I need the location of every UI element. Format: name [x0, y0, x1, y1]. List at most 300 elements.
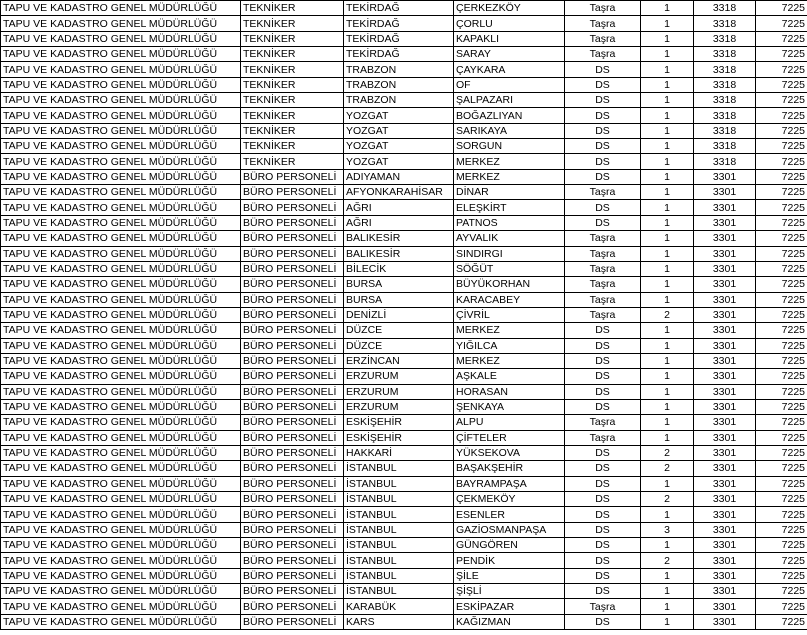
institution-cell: TAPU VE KADASTRO GENEL MÜDÜRLÜĞÜ	[1, 93, 241, 108]
quota-cell: 1	[641, 430, 694, 445]
institution-cell: TAPU VE KADASTRO GENEL MÜDÜRLÜĞÜ	[1, 430, 241, 445]
table-row	[1, 261, 807, 276]
table-row	[1, 185, 807, 200]
salary-code-cell: 7225	[756, 507, 807, 522]
unit-type-cell: Taşra	[565, 277, 641, 292]
district-cell: ÇAYKARA	[454, 62, 565, 77]
table-row	[1, 200, 807, 215]
salary-code-cell: 7225	[756, 492, 807, 507]
institution-cell: TAPU VE KADASTRO GENEL MÜDÜRLÜĞÜ	[1, 353, 241, 368]
position-code-cell: 3318	[694, 139, 756, 154]
table-row	[1, 277, 807, 292]
province-cell: YOZGAT	[344, 108, 454, 123]
district-cell: ÇORLU	[454, 16, 565, 31]
salary-code-cell: 7225	[756, 415, 807, 430]
quota-cell: 1	[641, 323, 694, 338]
unit-type-cell: DS	[565, 154, 641, 169]
province-cell: DENİZLİ	[344, 307, 454, 322]
position-code-cell: 3301	[694, 215, 756, 230]
institution-cell: TAPU VE KADASTRO GENEL MÜDÜRLÜĞÜ	[1, 538, 241, 553]
province-cell: ERZURUM	[344, 384, 454, 399]
quota-cell: 1	[641, 277, 694, 292]
quota-cell: 1	[641, 369, 694, 384]
position-cell: BÜRO PERSONELİ	[241, 476, 344, 491]
institution-cell: TAPU VE KADASTRO GENEL MÜDÜRLÜĞÜ	[1, 231, 241, 246]
institution-cell: TAPU VE KADASTRO GENEL MÜDÜRLÜĞÜ	[1, 369, 241, 384]
position-code-cell: 3301	[694, 430, 756, 445]
salary-code-cell: 7225	[756, 614, 807, 629]
unit-type-cell: DS	[565, 461, 641, 476]
position-code-cell: 3301	[694, 292, 756, 307]
unit-type-cell: DS	[565, 538, 641, 553]
province-cell: KARS	[344, 614, 454, 629]
table-row	[1, 338, 807, 353]
unit-type-cell: DS	[565, 200, 641, 215]
district-cell: DİNAR	[454, 185, 565, 200]
position-cell: BÜRO PERSONELİ	[241, 307, 344, 322]
institution-cell: TAPU VE KADASTRO GENEL MÜDÜRLÜĞÜ	[1, 47, 241, 62]
position-cell: TEKNİKER	[241, 108, 344, 123]
table-row	[1, 507, 807, 522]
position-code-cell: 3301	[694, 461, 756, 476]
institution-cell: TAPU VE KADASTRO GENEL MÜDÜRLÜĞÜ	[1, 139, 241, 154]
position-code-cell: 3301	[694, 492, 756, 507]
table-row	[1, 1, 807, 16]
institution-cell: TAPU VE KADASTRO GENEL MÜDÜRLÜĞÜ	[1, 492, 241, 507]
quota-cell: 1	[641, 108, 694, 123]
district-cell: ŞİLE	[454, 568, 565, 583]
salary-code-cell: 7225	[756, 200, 807, 215]
province-cell: İSTANBUL	[344, 522, 454, 537]
salary-code-cell: 7225	[756, 47, 807, 62]
quota-cell: 1	[641, 261, 694, 276]
position-cell: BÜRO PERSONELİ	[241, 369, 344, 384]
province-cell: BURSA	[344, 292, 454, 307]
position-code-cell: 3301	[694, 185, 756, 200]
position-code-cell: 3318	[694, 77, 756, 92]
unit-type-cell: DS	[565, 353, 641, 368]
district-cell: BÜYÜKORHAN	[454, 277, 565, 292]
institution-cell: TAPU VE KADASTRO GENEL MÜDÜRLÜĞÜ	[1, 31, 241, 46]
province-cell: HAKKARİ	[344, 445, 454, 460]
salary-code-cell: 7225	[756, 108, 807, 123]
position-cell: BÜRO PERSONELİ	[241, 553, 344, 568]
province-cell: İSTANBUL	[344, 492, 454, 507]
position-code-cell: 3318	[694, 154, 756, 169]
position-cell: BÜRO PERSONELİ	[241, 323, 344, 338]
position-code-cell: 3318	[694, 47, 756, 62]
institution-cell: TAPU VE KADASTRO GENEL MÜDÜRLÜĞÜ	[1, 399, 241, 414]
district-cell: ÇEKMEKÖY	[454, 492, 565, 507]
position-code-cell: 3301	[694, 384, 756, 399]
position-code-cell: 3301	[694, 553, 756, 568]
salary-code-cell: 7225	[756, 1, 807, 16]
table-row	[1, 553, 807, 568]
district-cell: GAZİOSMANPAŞA	[454, 522, 565, 537]
quota-cell: 1	[641, 614, 694, 629]
province-cell: BALIKESİR	[344, 231, 454, 246]
position-cell: BÜRO PERSONELİ	[241, 338, 344, 353]
institution-cell: TAPU VE KADASTRO GENEL MÜDÜRLÜĞÜ	[1, 108, 241, 123]
position-code-cell: 3318	[694, 123, 756, 138]
position-code-cell: 3301	[694, 507, 756, 522]
province-cell: ERZİNCAN	[344, 353, 454, 368]
institution-cell: TAPU VE KADASTRO GENEL MÜDÜRLÜĞÜ	[1, 215, 241, 230]
table-row	[1, 568, 807, 583]
province-cell: İSTANBUL	[344, 538, 454, 553]
district-cell: OF	[454, 77, 565, 92]
unit-type-cell: Taşra	[565, 292, 641, 307]
salary-code-cell: 7225	[756, 31, 807, 46]
salary-code-cell: 7225	[756, 123, 807, 138]
quota-cell: 1	[641, 185, 694, 200]
position-cell: BÜRO PERSONELİ	[241, 507, 344, 522]
salary-code-cell: 7225	[756, 16, 807, 31]
table-row	[1, 169, 807, 184]
position-code-cell: 3301	[694, 415, 756, 430]
quota-cell: 2	[641, 492, 694, 507]
position-cell: TEKNİKER	[241, 62, 344, 77]
salary-code-cell: 7225	[756, 215, 807, 230]
quota-cell: 1	[641, 139, 694, 154]
unit-type-cell: Taşra	[565, 1, 641, 16]
table-row	[1, 307, 807, 322]
unit-type-cell: Taşra	[565, 31, 641, 46]
province-cell: İSTANBUL	[344, 461, 454, 476]
position-cell: BÜRO PERSONELİ	[241, 231, 344, 246]
quota-cell: 3	[641, 522, 694, 537]
quota-cell: 1	[641, 538, 694, 553]
district-cell: YIĞILCA	[454, 338, 565, 353]
unit-type-cell: Taşra	[565, 430, 641, 445]
district-cell: MERKEZ	[454, 323, 565, 338]
unit-type-cell: DS	[565, 338, 641, 353]
province-cell: DÜZCE	[344, 338, 454, 353]
table-row	[1, 399, 807, 414]
quota-cell: 1	[641, 200, 694, 215]
quota-cell: 2	[641, 553, 694, 568]
unit-type-cell: Taşra	[565, 246, 641, 261]
salary-code-cell: 7225	[756, 307, 807, 322]
institution-cell: TAPU VE KADASTRO GENEL MÜDÜRLÜĞÜ	[1, 338, 241, 353]
district-cell: MERKEZ	[454, 154, 565, 169]
salary-code-cell: 7225	[756, 93, 807, 108]
table-row	[1, 599, 807, 614]
table-row	[1, 584, 807, 599]
province-cell: BİLECİK	[344, 261, 454, 276]
position-code-cell: 3318	[694, 62, 756, 77]
province-cell: TRABZON	[344, 77, 454, 92]
unit-type-cell: DS	[565, 139, 641, 154]
position-cell: BÜRO PERSONELİ	[241, 430, 344, 445]
district-cell: MERKEZ	[454, 169, 565, 184]
district-cell: KARACABEY	[454, 292, 565, 307]
institution-cell: TAPU VE KADASTRO GENEL MÜDÜRLÜĞÜ	[1, 415, 241, 430]
position-code-cell: 3301	[694, 353, 756, 368]
unit-type-cell: Taşra	[565, 307, 641, 322]
quota-cell: 1	[641, 123, 694, 138]
quota-cell: 2	[641, 445, 694, 460]
table-row	[1, 384, 807, 399]
position-cell: BÜRO PERSONELİ	[241, 461, 344, 476]
table-row	[1, 415, 807, 430]
table-row	[1, 353, 807, 368]
province-cell: BURSA	[344, 277, 454, 292]
position-cell: BÜRO PERSONELİ	[241, 246, 344, 261]
district-cell: BOĞAZLIYAN	[454, 108, 565, 123]
quota-cell: 1	[641, 415, 694, 430]
unit-type-cell: Taşra	[565, 185, 641, 200]
province-cell: İSTANBUL	[344, 507, 454, 522]
position-cell: BÜRO PERSONELİ	[241, 538, 344, 553]
unit-type-cell: DS	[565, 323, 641, 338]
district-cell: ŞALPAZARI	[454, 93, 565, 108]
position-code-cell: 3301	[694, 246, 756, 261]
institution-cell: TAPU VE KADASTRO GENEL MÜDÜRLÜĞÜ	[1, 614, 241, 629]
unit-type-cell: DS	[565, 215, 641, 230]
salary-code-cell: 7225	[756, 77, 807, 92]
quota-cell: 1	[641, 292, 694, 307]
position-code-cell: 3318	[694, 1, 756, 16]
salary-code-cell: 7225	[756, 292, 807, 307]
position-code-cell: 3301	[694, 307, 756, 322]
salary-code-cell: 7225	[756, 430, 807, 445]
salary-code-cell: 7225	[756, 568, 807, 583]
institution-cell: TAPU VE KADASTRO GENEL MÜDÜRLÜĞÜ	[1, 522, 241, 537]
position-cell: BÜRO PERSONELİ	[241, 415, 344, 430]
district-cell: ESKİPAZAR	[454, 599, 565, 614]
province-cell: İSTANBUL	[344, 553, 454, 568]
quota-cell: 1	[641, 353, 694, 368]
salary-code-cell: 7225	[756, 476, 807, 491]
district-cell: ŞENKAYA	[454, 399, 565, 414]
quota-cell: 1	[641, 246, 694, 261]
salary-code-cell: 7225	[756, 169, 807, 184]
position-code-cell: 3301	[694, 338, 756, 353]
position-cell: BÜRO PERSONELİ	[241, 215, 344, 230]
quota-cell: 2	[641, 307, 694, 322]
salary-code-cell: 7225	[756, 353, 807, 368]
institution-cell: TAPU VE KADASTRO GENEL MÜDÜRLÜĞÜ	[1, 568, 241, 583]
table-row	[1, 461, 807, 476]
position-cell: BÜRO PERSONELİ	[241, 445, 344, 460]
quota-cell: 1	[641, 154, 694, 169]
position-cell: BÜRO PERSONELİ	[241, 353, 344, 368]
position-code-cell: 3318	[694, 93, 756, 108]
position-code-cell: 3301	[694, 584, 756, 599]
salary-code-cell: 7225	[756, 154, 807, 169]
institution-cell: TAPU VE KADASTRO GENEL MÜDÜRLÜĞÜ	[1, 292, 241, 307]
unit-type-cell: Taşra	[565, 231, 641, 246]
position-cell: BÜRO PERSONELİ	[241, 185, 344, 200]
position-cell: BÜRO PERSONELİ	[241, 492, 344, 507]
unit-type-cell: Taşra	[565, 47, 641, 62]
table-row	[1, 215, 807, 230]
position-cell: BÜRO PERSONELİ	[241, 169, 344, 184]
institution-cell: TAPU VE KADASTRO GENEL MÜDÜRLÜĞÜ	[1, 476, 241, 491]
unit-type-cell: DS	[565, 384, 641, 399]
position-cell: TEKNİKER	[241, 1, 344, 16]
district-cell: ÇİVRİL	[454, 307, 565, 322]
position-code-cell: 3318	[694, 16, 756, 31]
district-cell: PATNOS	[454, 215, 565, 230]
position-cell: BÜRO PERSONELİ	[241, 522, 344, 537]
table-row	[1, 492, 807, 507]
salary-code-cell: 7225	[756, 323, 807, 338]
position-cell: BÜRO PERSONELİ	[241, 261, 344, 276]
institution-cell: TAPU VE KADASTRO GENEL MÜDÜRLÜĞÜ	[1, 307, 241, 322]
position-cell: TEKNİKER	[241, 139, 344, 154]
position-code-cell: 3301	[694, 522, 756, 537]
position-code-cell: 3301	[694, 261, 756, 276]
position-code-cell: 3301	[694, 200, 756, 215]
institution-cell: TAPU VE KADASTRO GENEL MÜDÜRLÜĞÜ	[1, 507, 241, 522]
district-cell: ÇİFTELER	[454, 430, 565, 445]
position-code-cell: 3318	[694, 108, 756, 123]
province-cell: YOZGAT	[344, 139, 454, 154]
province-cell: İSTANBUL	[344, 476, 454, 491]
district-cell: SINDIRGI	[454, 246, 565, 261]
position-code-cell: 3301	[694, 277, 756, 292]
quota-cell: 1	[641, 169, 694, 184]
quota-cell: 1	[641, 231, 694, 246]
quota-cell: 1	[641, 399, 694, 414]
institution-cell: TAPU VE KADASTRO GENEL MÜDÜRLÜĞÜ	[1, 154, 241, 169]
quota-cell: 1	[641, 476, 694, 491]
institution-cell: TAPU VE KADASTRO GENEL MÜDÜRLÜĞÜ	[1, 445, 241, 460]
unit-type-cell: Taşra	[565, 415, 641, 430]
table-row	[1, 292, 807, 307]
table-row	[1, 47, 807, 62]
table-row	[1, 614, 807, 629]
district-cell: AŞKALE	[454, 369, 565, 384]
salary-code-cell: 7225	[756, 522, 807, 537]
position-cell: BÜRO PERSONELİ	[241, 568, 344, 583]
district-cell: KAĞIZMAN	[454, 614, 565, 629]
province-cell: DÜZCE	[344, 323, 454, 338]
quota-cell: 1	[641, 1, 694, 16]
institution-cell: TAPU VE KADASTRO GENEL MÜDÜRLÜĞÜ	[1, 77, 241, 92]
institution-cell: TAPU VE KADASTRO GENEL MÜDÜRLÜĞÜ	[1, 584, 241, 599]
quota-cell: 1	[641, 599, 694, 614]
position-cell: BÜRO PERSONELİ	[241, 399, 344, 414]
unit-type-cell: DS	[565, 507, 641, 522]
district-cell: ELEŞKİRT	[454, 200, 565, 215]
position-cell: TEKNİKER	[241, 123, 344, 138]
table-row	[1, 231, 807, 246]
unit-type-cell: DS	[565, 584, 641, 599]
salary-code-cell: 7225	[756, 445, 807, 460]
institution-cell: TAPU VE KADASTRO GENEL MÜDÜRLÜĞÜ	[1, 16, 241, 31]
institution-cell: TAPU VE KADASTRO GENEL MÜDÜRLÜĞÜ	[1, 553, 241, 568]
district-cell: PENDİK	[454, 553, 565, 568]
province-cell: İSTANBUL	[344, 584, 454, 599]
province-cell: TRABZON	[344, 93, 454, 108]
position-cell: BÜRO PERSONELİ	[241, 200, 344, 215]
district-cell: ÇERKEZKÖY	[454, 1, 565, 16]
position-cell: BÜRO PERSONELİ	[241, 277, 344, 292]
table-row	[1, 77, 807, 92]
province-cell: AFYONKARAHİSAR	[344, 185, 454, 200]
position-cell: BÜRO PERSONELİ	[241, 584, 344, 599]
salary-code-cell: 7225	[756, 231, 807, 246]
province-cell: YOZGAT	[344, 154, 454, 169]
position-code-cell: 3301	[694, 369, 756, 384]
table-row	[1, 123, 807, 138]
province-cell: TEKİRDAĞ	[344, 1, 454, 16]
province-cell: ESKİŞEHİR	[344, 430, 454, 445]
institution-cell: TAPU VE KADASTRO GENEL MÜDÜRLÜĞÜ	[1, 185, 241, 200]
salary-code-cell: 7225	[756, 338, 807, 353]
province-cell: ESKİŞEHİR	[344, 415, 454, 430]
table-row	[1, 139, 807, 154]
province-cell: YOZGAT	[344, 123, 454, 138]
salary-code-cell: 7225	[756, 461, 807, 476]
salary-code-cell: 7225	[756, 584, 807, 599]
institution-cell: TAPU VE KADASTRO GENEL MÜDÜRLÜĞÜ	[1, 599, 241, 614]
quota-cell: 1	[641, 507, 694, 522]
quota-cell: 1	[641, 338, 694, 353]
salary-code-cell: 7225	[756, 185, 807, 200]
salary-code-cell: 7225	[756, 399, 807, 414]
district-cell: SARIKAYA	[454, 123, 565, 138]
institution-cell: TAPU VE KADASTRO GENEL MÜDÜRLÜĞÜ	[1, 277, 241, 292]
province-cell: TEKİRDAĞ	[344, 47, 454, 62]
unit-type-cell: DS	[565, 169, 641, 184]
institution-cell: TAPU VE KADASTRO GENEL MÜDÜRLÜĞÜ	[1, 461, 241, 476]
table-row	[1, 93, 807, 108]
salary-code-cell: 7225	[756, 599, 807, 614]
unit-type-cell: Taşra	[565, 261, 641, 276]
position-code-cell: 3301	[694, 614, 756, 629]
unit-type-cell: DS	[565, 553, 641, 568]
unit-type-cell: DS	[565, 568, 641, 583]
salary-code-cell: 7225	[756, 62, 807, 77]
position-code-cell: 3301	[694, 568, 756, 583]
province-cell: ERZURUM	[344, 369, 454, 384]
unit-type-cell: DS	[565, 93, 641, 108]
table-row	[1, 369, 807, 384]
unit-type-cell: DS	[565, 522, 641, 537]
position-cell: TEKNİKER	[241, 77, 344, 92]
position-cell: BÜRO PERSONELİ	[241, 599, 344, 614]
quota-cell: 1	[641, 31, 694, 46]
district-cell: SÖĞÜT	[454, 261, 565, 276]
district-cell: AYVALIK	[454, 231, 565, 246]
quota-cell: 1	[641, 47, 694, 62]
province-cell: AĞRI	[344, 200, 454, 215]
quota-cell: 1	[641, 93, 694, 108]
table-body	[1, 1, 807, 630]
district-cell: SARAY	[454, 47, 565, 62]
position-code-cell: 3301	[694, 323, 756, 338]
institution-cell: TAPU VE KADASTRO GENEL MÜDÜRLÜĞÜ	[1, 123, 241, 138]
quota-cell: 2	[641, 461, 694, 476]
position-code-cell: 3318	[694, 31, 756, 46]
unit-type-cell: DS	[565, 445, 641, 460]
province-cell: İSTANBUL	[344, 568, 454, 583]
table-row	[1, 31, 807, 46]
table-row	[1, 430, 807, 445]
position-code-cell: 3301	[694, 169, 756, 184]
province-cell: TEKİRDAĞ	[344, 31, 454, 46]
unit-type-cell: DS	[565, 492, 641, 507]
unit-type-cell: DS	[565, 123, 641, 138]
quota-cell: 1	[641, 384, 694, 399]
institution-cell: TAPU VE KADASTRO GENEL MÜDÜRLÜĞÜ	[1, 246, 241, 261]
institution-cell: TAPU VE KADASTRO GENEL MÜDÜRLÜĞÜ	[1, 169, 241, 184]
salary-code-cell: 7225	[756, 139, 807, 154]
